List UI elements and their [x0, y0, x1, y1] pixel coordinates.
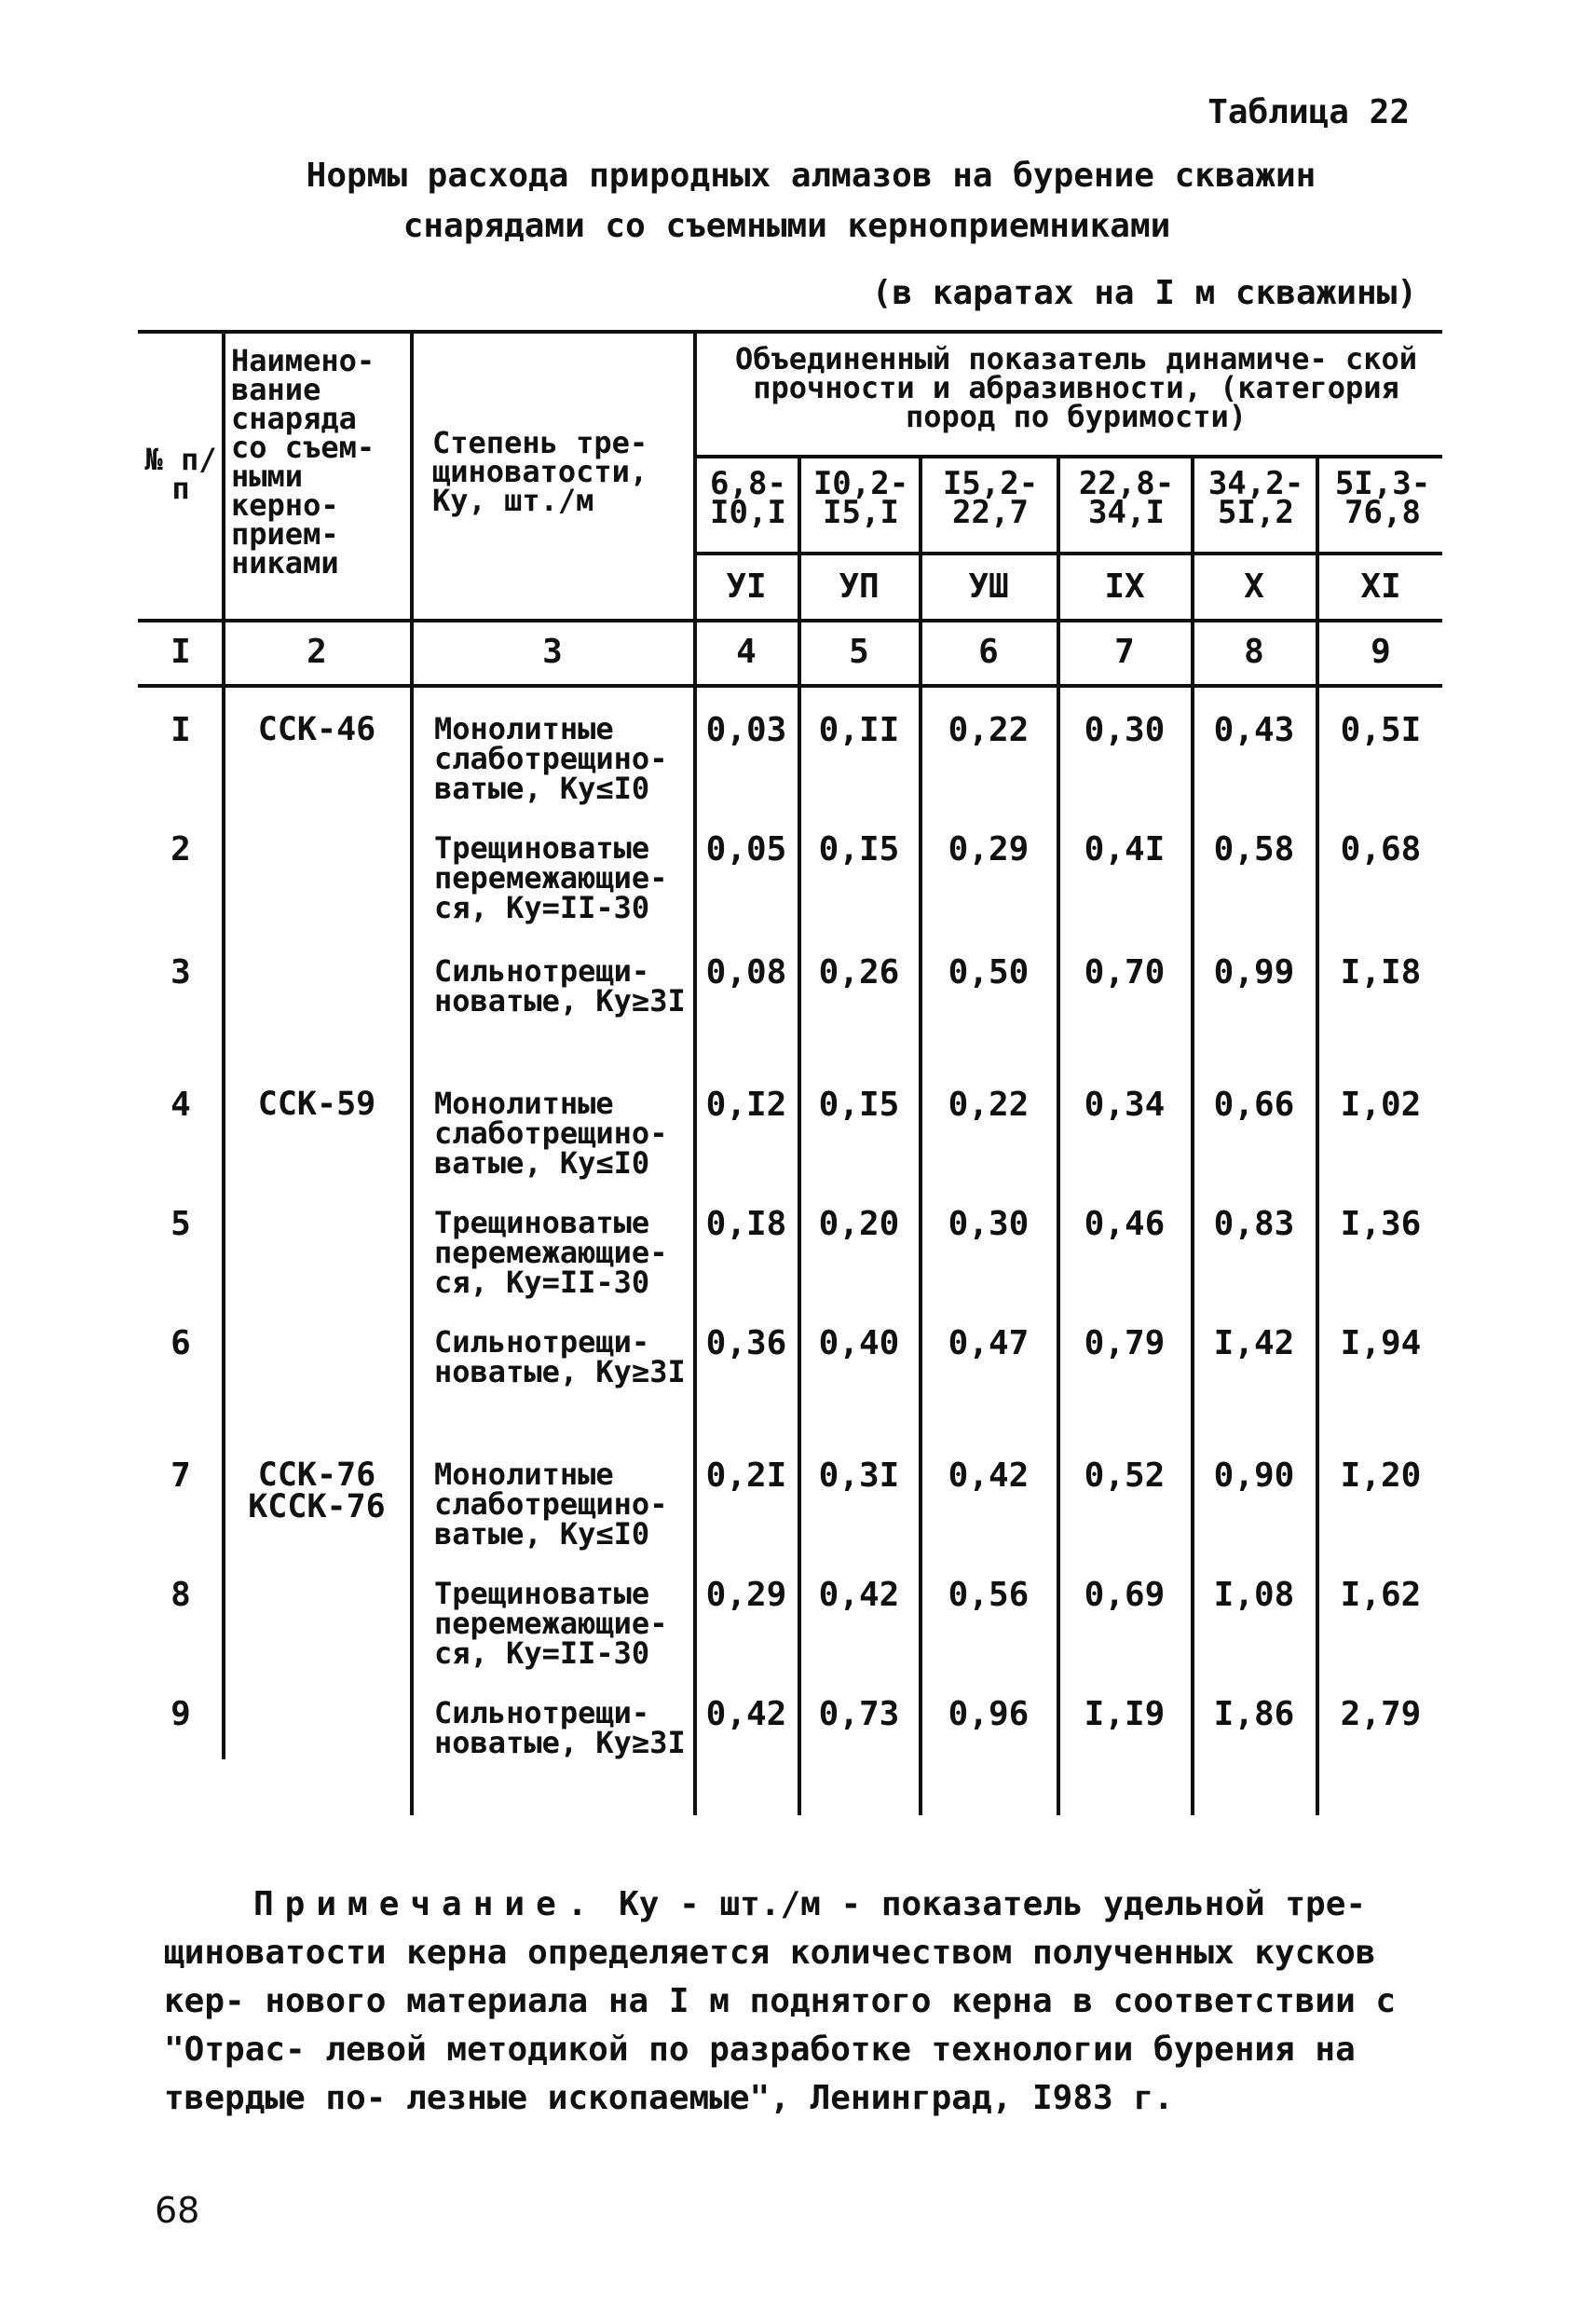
row-value: 0,20 [818, 1205, 900, 1243]
row-fracturing-degree: Трещиноватые перемежающие- ся, Ку=II-30 [434, 1205, 668, 1300]
row-value: 0,96 [948, 1695, 1030, 1733]
row-fracturing-degree: Монолитные слаботрещино- ватые, Ку≤I0 [434, 1086, 668, 1181]
row-value: 0,68 [1340, 830, 1422, 868]
row-fracturing-degree: Монолитные слаботрещино- ватые, Ку≤I0 [434, 1456, 668, 1552]
column-number-rule [138, 684, 1442, 688]
row-value: 0,52 [1084, 1456, 1166, 1495]
row-fracturing-degree: Монолитные слаботрещино- ватые, Ку≤I0 [434, 711, 668, 806]
row-value: I,62 [1340, 1576, 1422, 1614]
row-value: 0,42 [818, 1576, 900, 1614]
row-number: I [171, 711, 191, 749]
row-value: 0,05 [705, 830, 787, 868]
category-header: XI [1360, 567, 1401, 606]
row-value: I,08 [1213, 1576, 1295, 1614]
category-header: УШ [968, 567, 1009, 606]
row-value: 0,90 [1213, 1456, 1295, 1495]
category-header: IX [1104, 567, 1145, 606]
row-number: 3 [171, 953, 191, 991]
row-value: 0,43 [1213, 711, 1295, 749]
row-value: 0,I5 [818, 1086, 900, 1124]
row-fracturing-degree: Сильнотрещи- новатые, Ку≥3I [434, 1695, 686, 1760]
row-value: 0,73 [818, 1695, 900, 1733]
row-value: I,20 [1340, 1456, 1422, 1495]
category-header: X [1244, 567, 1264, 606]
column-number: 5 [849, 633, 869, 671]
row-value: 0,46 [1084, 1205, 1166, 1243]
column-number: 8 [1244, 633, 1264, 671]
row-value: 0,4I [1084, 830, 1166, 868]
row-value: 0,50 [948, 953, 1030, 991]
row-value: 0,34 [1084, 1086, 1166, 1124]
row-number: 4 [171, 1086, 191, 1124]
header-degree: Степень тре- щиноватости, Ку, шт./м [432, 425, 648, 518]
row-value: 0,08 [705, 953, 787, 991]
col-divider-1 [222, 334, 225, 1759]
row-fracturing-degree: Сильнотрещи- новатые, Ку≥3I [434, 953, 686, 1019]
header-bottom-rule [138, 619, 1442, 622]
row-number: 5 [171, 1205, 191, 1243]
row-value: 2,79 [1340, 1695, 1422, 1733]
column-number: 3 [542, 633, 563, 671]
row-apparatus-name: ССК-59 [257, 1086, 376, 1123]
table-label: Таблица 22 [1207, 93, 1410, 131]
note-label: Примечание. [253, 1885, 599, 1923]
row-value: 0,83 [1213, 1205, 1295, 1243]
column-number: 9 [1371, 633, 1391, 671]
row-value: 0,26 [818, 953, 900, 991]
row-apparatus-name: ССК-46 [257, 711, 376, 748]
row-value: 0,29 [948, 830, 1030, 868]
row-value: 0,56 [948, 1576, 1030, 1614]
row-value: 0,2I [705, 1456, 787, 1495]
row-value: 0,22 [948, 711, 1030, 749]
range-header: I0,2- I5,I [812, 465, 909, 531]
row-value: 0,42 [705, 1695, 787, 1733]
row-value: 0,47 [948, 1324, 1030, 1362]
row-value: 0,I5 [818, 830, 900, 868]
row-fracturing-degree: Сильнотрещи- новатые, Ку≥3I [434, 1324, 686, 1389]
row-value: I,I9 [1084, 1695, 1166, 1733]
column-number: 7 [1114, 633, 1135, 671]
row-value: 0,5I [1340, 711, 1422, 749]
row-value: 0,I2 [705, 1086, 787, 1124]
column-number: 6 [978, 633, 999, 671]
row-value: 0,I8 [705, 1205, 787, 1243]
range-header: 34,2- 5I,2 [1207, 465, 1304, 531]
range-header: I5,2- 22,7 [942, 465, 1039, 531]
table-title-line-2: снарядами со съемными керноприемниками [402, 207, 1171, 245]
units-caption: (в каратах на I м скважины) [871, 274, 1417, 312]
row-value: 0,70 [1084, 953, 1166, 991]
column-number: I [171, 633, 191, 671]
group-header-rule [695, 455, 1442, 458]
table-note [164, 1880, 1450, 2123]
row-value: 0,II [818, 711, 900, 749]
range-header: 5I,3- 76,8 [1334, 465, 1431, 531]
row-value: 0,69 [1084, 1576, 1166, 1614]
row-value: I,36 [1340, 1205, 1422, 1243]
row-number: 9 [171, 1695, 191, 1733]
row-value: I,94 [1340, 1324, 1422, 1362]
col-divider-2 [410, 334, 414, 1815]
row-apparatus-name: ССК-76 КССК-76 [248, 1456, 386, 1525]
row-value: I,02 [1340, 1086, 1422, 1124]
table-title-line-1: Нормы расхода природных алмазов на бурение скважин [306, 157, 1316, 195]
row-number: 7 [171, 1456, 191, 1495]
column-number: 4 [736, 633, 757, 671]
row-value: 0,30 [948, 1205, 1030, 1243]
row-number: 6 [171, 1324, 191, 1362]
row-value: 0,58 [1213, 830, 1295, 868]
row-value: 0,30 [1084, 711, 1166, 749]
row-value: 0,3I [818, 1456, 900, 1495]
category-header: УI [726, 567, 767, 606]
header-group: Объединенный показатель динамиче- ской прочности и абразивности, (категория пород по буримости) [734, 341, 1418, 434]
column-number: 2 [307, 633, 327, 671]
page-number: 68 [155, 2190, 200, 2231]
row-value: 0,79 [1084, 1324, 1166, 1362]
row-value: 0,22 [948, 1086, 1030, 1124]
row-value: 0,42 [948, 1456, 1030, 1495]
row-value: 0,40 [818, 1324, 900, 1362]
row-fracturing-degree: Трещиноватые перемежающие- ся, Ку=II-30 [434, 830, 668, 925]
range-header: 22,8- 34,I [1078, 465, 1175, 531]
header-name: Наимено- вание снаряда со съем- ными керно- прием- никами [231, 343, 375, 581]
range-header: 6,8- I0,I [710, 465, 786, 531]
row-value: 0,29 [705, 1576, 787, 1614]
row-value: 0,99 [1213, 953, 1295, 991]
category-header: УП [839, 567, 880, 606]
row-number: 2 [171, 830, 191, 868]
row-value: 0,66 [1213, 1086, 1295, 1124]
row-value: I,86 [1213, 1695, 1295, 1733]
table-top-rule [138, 330, 1442, 334]
row-value: 0,36 [705, 1324, 787, 1362]
header-num: № п/п [144, 442, 217, 506]
row-value: I,42 [1213, 1324, 1295, 1362]
row-number: 8 [171, 1576, 191, 1614]
range-rule [695, 552, 1442, 555]
note-text: Ку - шт./м - показатель удельной тре- щиноватости керна определяется количеством полученных кусков кер- нового материала на I м поднятого керна в соответствии с "Отрас- левой методикой по разработке технологии бурения на твердые по- лезные ископаемые", Ленинград, I983 г. [164, 1885, 1397, 2117]
row-value: 0,03 [705, 711, 787, 749]
row-value: I,I8 [1340, 953, 1422, 991]
row-fracturing-degree: Трещиноватые перемежающие- ся, Ку=II-30 [434, 1576, 668, 1671]
